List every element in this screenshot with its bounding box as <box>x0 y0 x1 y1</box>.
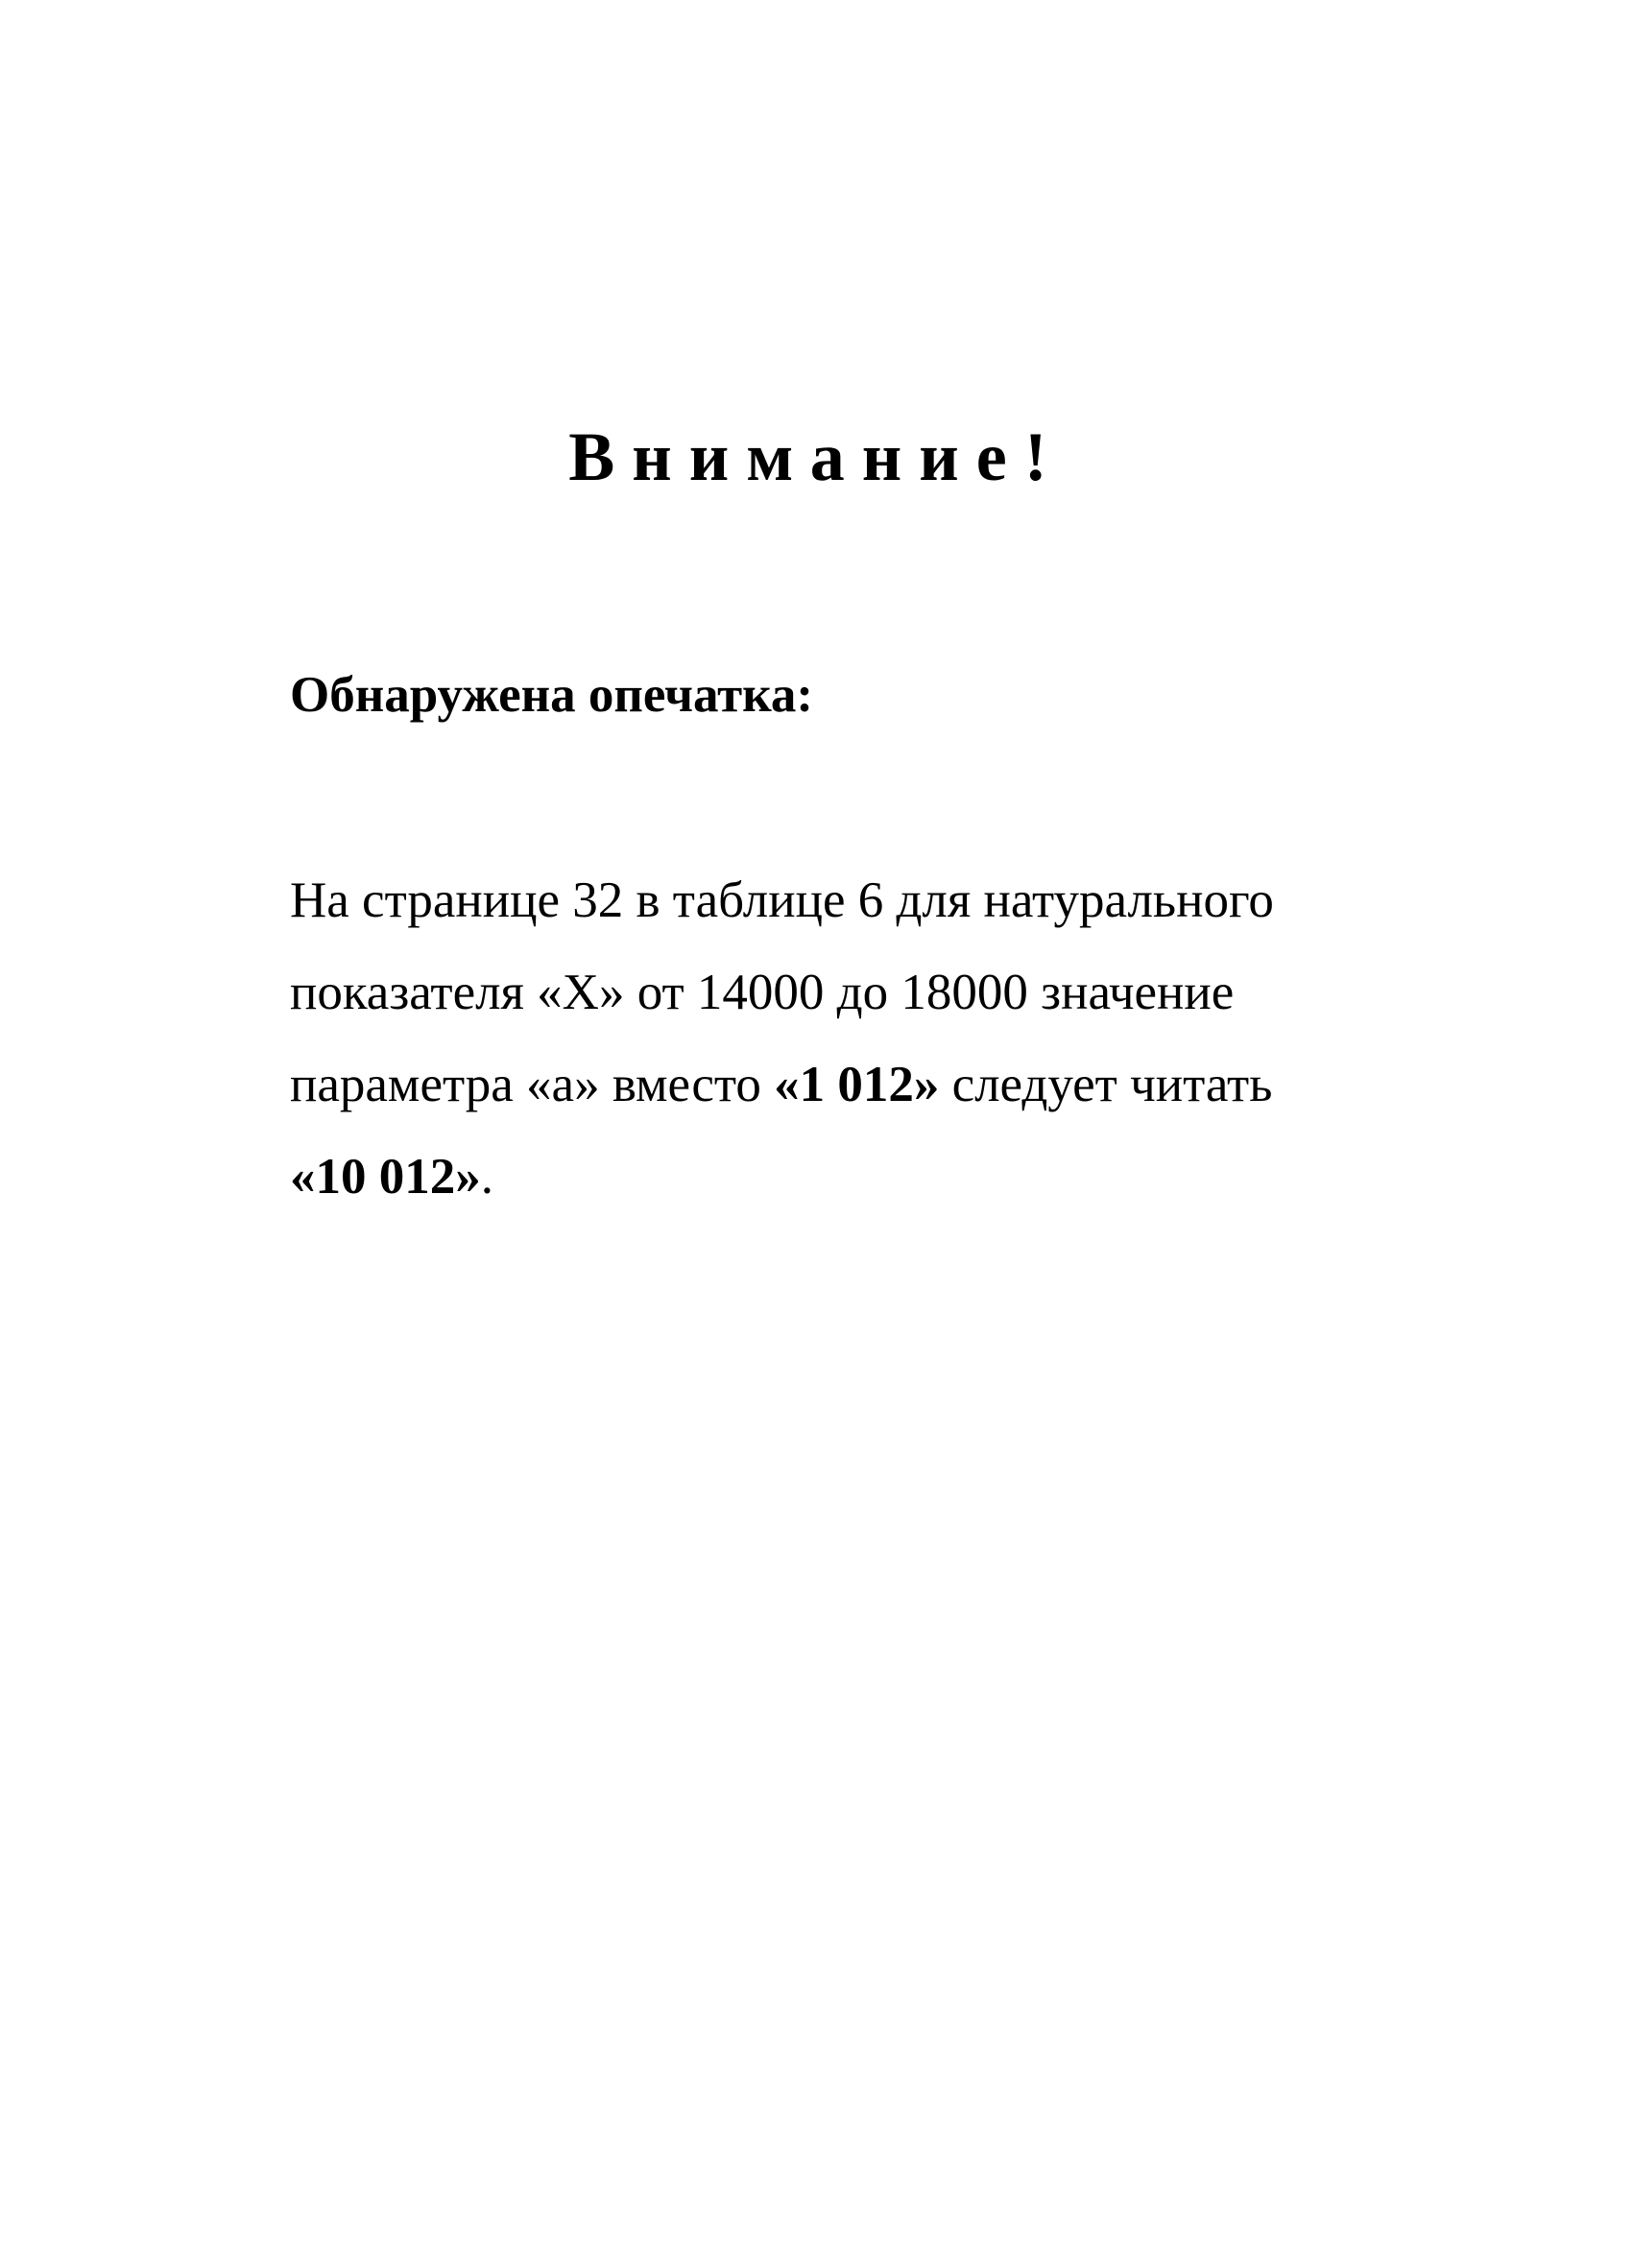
notice-heading: Обнаружена опечатка: <box>290 667 814 723</box>
page-title: Внимание! <box>568 418 1065 495</box>
notice-line-3 <box>290 1039 1461 1131</box>
incorrect-value: «1 012» <box>774 1057 940 1112</box>
correct-value: «10 012» <box>290 1149 481 1205</box>
notice-line-4 <box>290 1131 1461 1223</box>
notice-line-2: показателя «Х» от 14000 до 18000 значение <box>290 965 1235 1020</box>
notice-line-3-end: следует читать <box>939 1057 1273 1112</box>
notice-line-1: На странице 32 в таблице 6 для натурального <box>290 872 1274 928</box>
notice-line-3-start: параметра «а» вместо <box>290 1057 775 1112</box>
notice-line-4-end: . <box>480 1149 493 1205</box>
notice-text <box>290 854 1461 1223</box>
